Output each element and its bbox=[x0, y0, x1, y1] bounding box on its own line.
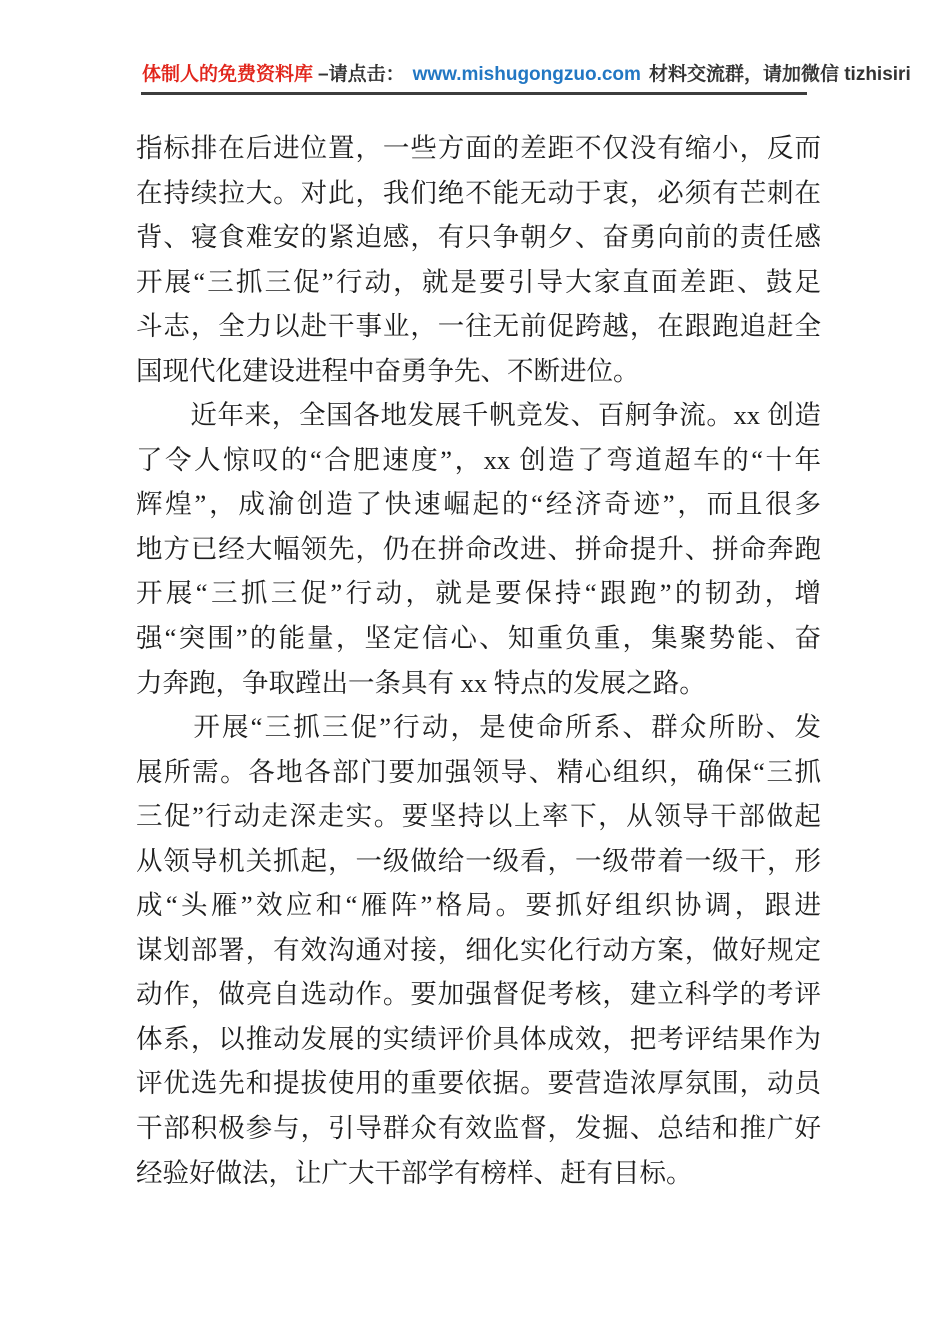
click-hint-label: –请点击： bbox=[318, 64, 405, 85]
document-line: 谋划部署，有效沟通对接，细化实化行动方案，做好规定 bbox=[136, 934, 821, 965]
document-line: 三促”行动走深走实。要坚持以上率下，从领导干部做起 bbox=[136, 801, 821, 832]
document-line: 体系，以推动发展的实绩评价具体成效，把考评结果作为 bbox=[136, 1023, 821, 1054]
document-line: 动作，做亮自选动作。要加强督促考核，建立科学的考评 bbox=[136, 979, 821, 1010]
document-line: 开展“三抓三促”行动，就是要保持“跟跑”的韧劲，增 bbox=[136, 578, 821, 609]
document-line: 地方已经大幅领先，仍在拼命改进、拼命提升、拼命奔跑 bbox=[136, 533, 821, 564]
document-line: 经验好做法，让广大干部学有榜样、赶有目标。 bbox=[136, 1157, 693, 1188]
document-line: 开展“三抓三促”行动，就是要引导大家直面差距、鼓足 bbox=[136, 266, 821, 297]
document-line: 在持续拉大。对此，我们绝不能无动于衷，必须有芒刺在 bbox=[136, 177, 821, 208]
document-line: 成“头雁”效应和“雁阵”格局。要抓好组织协调，跟进 bbox=[136, 890, 821, 921]
site-url-link[interactable]: www.mishugongzuo.com bbox=[412, 64, 641, 85]
document-line: 斗志，全力以赴干事业，一往无前促跨越，在跟跑追赶全 bbox=[136, 311, 821, 342]
document-line: 展所需。各地各部门要加强领导、精心组织，确保“三抓 bbox=[136, 756, 821, 787]
document-line: 评优选先和提拔使用的重要依据。要营造浓厚氛围，动员 bbox=[136, 1068, 821, 1099]
document-line: 了令人惊叹的“合肥速度”，xx 创造了弯道超车的“十年 bbox=[136, 444, 821, 475]
document-line: 强“突围”的能量，坚定信心、知重负重，集聚势能、奋 bbox=[136, 623, 821, 654]
document-body bbox=[136, 126, 821, 1195]
promo-header bbox=[142, 60, 911, 90]
document-line: 近年来，全国各地发展千帆竞发、百舸争流。xx 创造 bbox=[136, 400, 821, 431]
document-line: 从领导机关抓起，一级做给一级看，一级带着一级干，形 bbox=[136, 845, 821, 876]
header-divider bbox=[141, 92, 807, 95]
document-line: 辉煌”，成渝创造了快速崛起的“经济奇迹”，而且很多 bbox=[136, 489, 821, 520]
document-line: 背、寝食难安的紧迫感，有只争朝夕、奋勇向前的责任感 bbox=[136, 222, 821, 253]
site-name-label: 体制人的免费资料库 bbox=[142, 64, 314, 85]
document-line: 力奔跑，争取蹚出一条具有 xx 特点的发展之路。 bbox=[136, 667, 706, 698]
document-line: 开展“三抓三促”行动，是使命所系、群众所盼、发 bbox=[136, 712, 821, 743]
document-line: 干部积极参与，引导群众有效监督，发掘、总结和推广好 bbox=[136, 1113, 821, 1144]
wechat-info-label: 材料交流群，请加微信 tizhisiri bbox=[648, 64, 911, 85]
document-line: 指标排在后进位置，一些方面的差距不仅没有缩小，反而 bbox=[136, 133, 821, 163]
document-line: 国现代化建设进程中奋勇争先、不断进位。 bbox=[136, 355, 640, 386]
